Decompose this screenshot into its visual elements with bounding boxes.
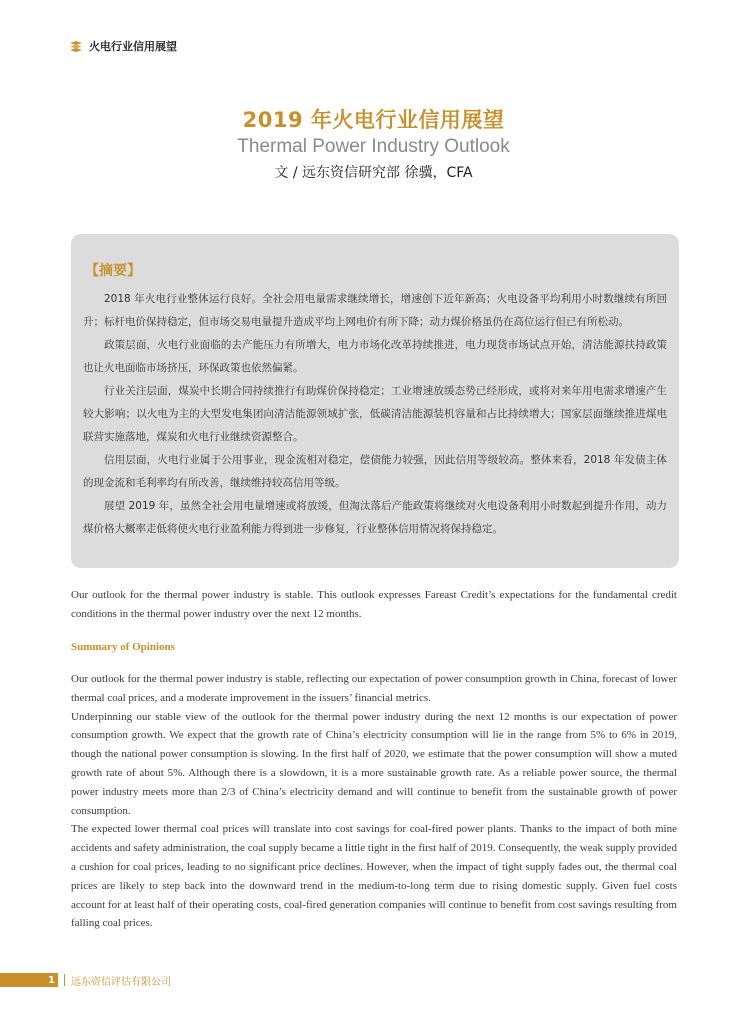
page-subtitle: Thermal Power Industry Outlook <box>237 136 510 157</box>
abstract-paragraph: 展望 2019 年，虽然全社会用电量增速或将放缓，但淘汰落后产能政策将继续对火电设备利用小时数起到提升作用，动力煤价格大概率走低将使火电行业盈利能力得到进一步修复，行业整体信用情况将保持稳定。 <box>83 500 667 535</box>
abstract-heading: 【摘要】 <box>85 263 141 279</box>
intro-paragraph: Our outlook for the thermal power industry is stable. This outlook expresses Fareast Credit’s expectations for the fundamental credit conditions in the thermal power industry over the next 12 months. <box>71 589 677 620</box>
page-number-bar <box>0 973 58 987</box>
page-footer <box>0 973 171 987</box>
footer-divider <box>64 974 65 986</box>
summary-paragraph: Underpinning our stable view of the outlook for the thermal power industry during the next 12 months is our expectation of power consumption growth. We expect that the growth rate of China’s electricity consumption will lie in the range from 5% to 6% in 2019, though the national power consumption is slowing. In the first half of 2020, we estimate that the power consumption will show a muted growth rate of about 5%. Although there is a slowdown, it is a more sustainable growth rate. As a reliable power source, the thermal power industry meets more than 2/3 of China’s electricity demand and will continue to benefit from the sustainable growth of power consumption. <box>71 710 677 817</box>
abstract-paragraph: 信用层面，火电行业属于公用事业，现金流相对稳定，偿债能力较强，因此信用等级较高。整体来看，2018 年发债主体的现金流和毛利率均有所改善，继续维持较高信用等级。 <box>83 454 667 489</box>
intro-section <box>71 586 677 624</box>
abstract-paragraph: 政策层面，火电行业面临的去产能压力有所增大，电力市场化改革持续推进，电力现货市场试点开始，清洁能源扶持政策也让火电面临市场挤压，环保政策也依然偏紧。 <box>83 339 667 374</box>
summary-paragraph: Our outlook for the thermal power industry is stable, reflecting our expectation of power consumption growth in China, forecast of lower thermal coal prices, and a moderate improvement in the issuers’ financial metrics. <box>71 673 677 704</box>
author-line: 文 / 远东资信研究部 徐骥，CFA <box>274 165 473 181</box>
abstract-body <box>83 288 667 541</box>
page-number: 1 <box>48 974 55 986</box>
abstract-box <box>71 234 679 568</box>
summary-paragraph: The expected lower thermal coal prices will translate into cost savings for coal-fired power plants. Thanks to the impact of both mine accidents and safety administration, the coal supply became a little tight in the first half of 2019. Consequently, the weak supply provided a cushion for coal prices, leading to no significant price declines. However, when the impact of tight supply fades out, the thermal coal prices are likely to step back into the downward trend in the medium-to-long term due to rising domestic supply. Given fuel costs account for at least half of their operating costs, coal-fired generation companies will continue to benefit from cost savings resulting from falling coal prices. <box>71 823 677 930</box>
page-header <box>69 36 177 56</box>
page-title: 2019 年火电行业信用展望 <box>242 108 505 132</box>
header-title: 火电行业信用展望 <box>89 40 177 53</box>
abstract-paragraph: 行业关注层面，煤炭中长期合同持续推行有助煤价保持稳定；工业增速放缓态势已经形成，或将对来年用电需求增速产生较大影响；以火电为主的大型发电集团向清洁能源领域扩张，低碳清洁能源装机容量和占比持续增大；国家层面继续推进煤电联营实施落地，煤炭和火电行业继续资源整合。 <box>83 385 667 443</box>
summary-section <box>71 670 677 933</box>
footer-company: 远东资信评估有限公司 <box>71 976 171 988</box>
abstract-paragraph: 2018 年火电行业整体运行良好。全社会用电量需求继续增长，增速创下近年新高；火电设备平均利用小时数继续有所回升；标杆电价保持稳定，但市场交易电量提升造成平均上网电价有所下降；动力煤价格虽仍在高位运行但已有所松动。 <box>83 293 667 328</box>
summary-heading: Summary of Opinions <box>71 641 175 653</box>
company-logo-icon <box>69 40 83 52</box>
